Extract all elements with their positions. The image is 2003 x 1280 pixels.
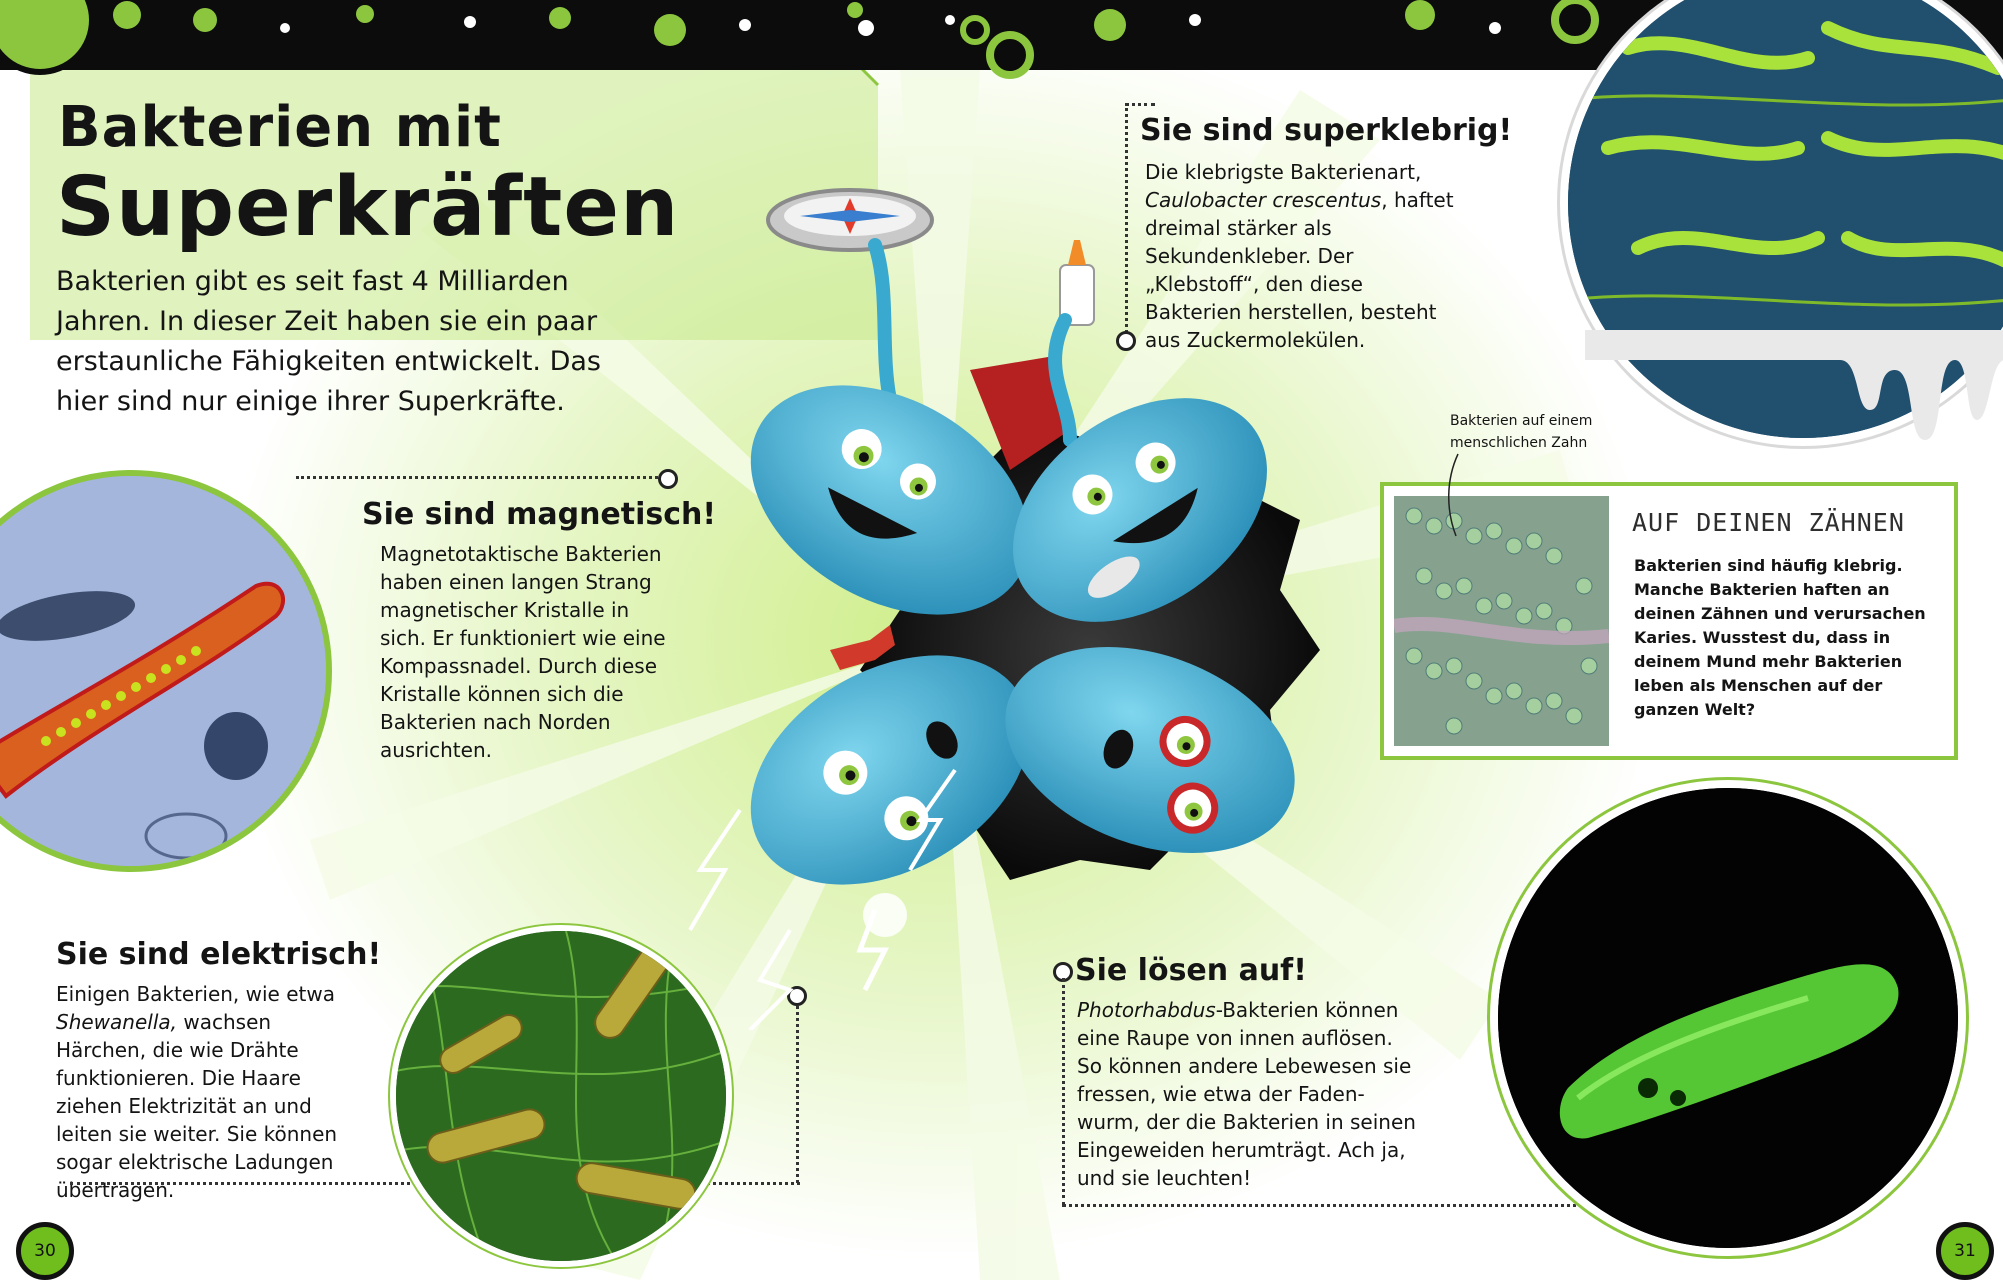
page-title-line2: Superkräften (56, 160, 680, 255)
magnetic-heading: Sie sind magnetisch! (362, 497, 717, 532)
teeth-bacteria-photo (1394, 496, 1609, 746)
teeth-box-body: Bakterien sind häufig klebrig. Manche Bakterien haften an deinen Zähnen und verursachen Karies. Wusstest du, dass in deinem Mund mehr Bakterien leben als Menschen auf der ganzen Welt? (1634, 556, 1926, 719)
page-number-left: 30 (16, 1222, 74, 1280)
magnetic-body: Magnetotaktische Bakterien haben einen langen Strang magnetischer Kristalle in sich. Er funktioniert wie eine Kompassnadel. Durch diese Kristalle können sich die Bakterien nach Norden ausrichten. (380, 542, 666, 762)
dissolve-body (1077, 996, 1417, 1192)
slime-drips (1585, 330, 2003, 450)
electric-body-text: Einigen Bakterien, wie etwa (56, 982, 335, 1006)
sticky-body-text: Die klebrigste Bakterienart, (1145, 160, 1422, 184)
dissolve-body-species: Photorhabdus (1077, 998, 1216, 1022)
dissolve-leader-bottom (1062, 1204, 1602, 1207)
electric-body (56, 980, 356, 1204)
electric-heading: Sie sind elektrisch! (56, 937, 382, 972)
sticky-leader-top (1125, 103, 1155, 106)
page-title-line1: Bakterien mit (58, 95, 502, 160)
dissolve-leader-line (1062, 978, 1065, 1206)
sticky-connector-dot (1116, 331, 1136, 351)
electric-body-text-end: wachsen Härchen, die wie Drähte funktionieren. Die Haare ziehen Elektrizität an und leiten sie weiter. Sie können sogar elektrische Ladungen übertragen. (56, 1010, 338, 1202)
sticky-leader-line (1125, 103, 1128, 333)
magnetic-leader-line (296, 476, 676, 479)
magnetic-connector-dot (658, 469, 678, 489)
teeth-caption: Bakterien auf einem menschlichen Zahn (1450, 413, 1593, 451)
sticky-body-species: Caulobacter crescentus (1145, 188, 1382, 212)
glowing-caterpillar-photo (1490, 780, 1966, 1256)
page-number-right: 31 (1936, 1222, 1994, 1280)
teeth-box-title: AUF DEINEN ZÄHNEN (1632, 508, 1905, 537)
sticky-heading: Sie sind superklebrig! (1140, 113, 1513, 148)
dissolve-heading: Sie lösen auf! (1075, 953, 1307, 988)
sticky-body (1145, 158, 1465, 354)
sticky-body-text-end: , haftet dreimal stärker als Sekundenkleber. Der „Klebstoff“, den diese Bakterien herstellen, besteht aus Zuckermolekülen. (1145, 188, 1454, 352)
electric-body-species: Shewanella, (56, 1010, 177, 1034)
intro-text: Bakterien gibt es seit fast 4 Milliarden Jahren. In dieser Zeit haben sie ein paar erstaunliche Fähigkeiten entwickelt. Das hier sind nur einige ihrer Superkräfte. (56, 266, 601, 417)
dissolve-body-text: -Bakterien können eine Raupe von innen auflösen. So können andere Lebewesen sie fressen, wie etwa der Faden-wurm, der die Bakterien in seinen Eingeweiden herumträgt. Ach ja, und sie leuchten! (1077, 998, 1416, 1190)
teeth-caption-pointer (1438, 450, 1478, 540)
